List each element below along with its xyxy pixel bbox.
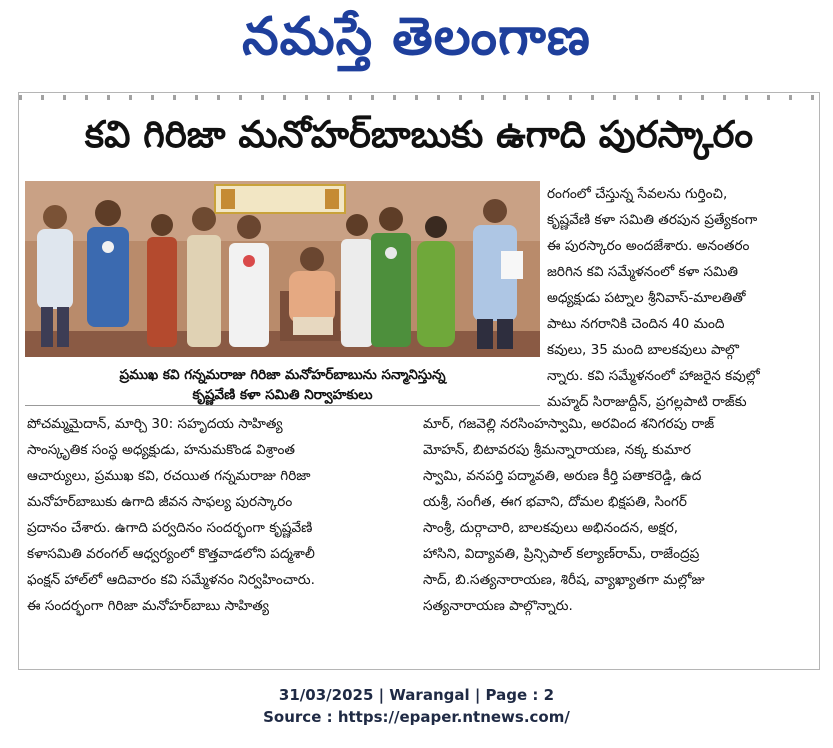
article-column-right-bottom [423,411,815,619]
caption-line: ప్రముఖ కవి గన్నమరాజు గిరిజా మనోహర్‌బాబును సన్మానిస్తున్న [119,367,446,383]
newspaper-masthead [0,0,833,78]
text-line: స్వామి, వనపర్తి పద్మావతి, అరుణ కీర్తి పతాకరెడ్డి, ఉద [423,468,702,484]
source-link[interactable]: Source : https://epaper.ntnews.com/ [263,708,570,726]
text-line: పాటు నగరానికి చెందిన 40 మంది [547,316,725,332]
article-clipping [18,92,820,670]
text-line: హాసిని, విద్యావతి, ప్రిన్సిపాల్ కల్యాణ్‌రామ్, రాజేంద్రప్ర [423,546,700,562]
text-line: సాంశ్రీ, దుర్గాచారి, బాలకవులు అభినందన, అక్షర, [423,520,679,536]
text-line: మనోహర్‌బాబుకు ఉగాది జీవన సాఫల్య పురస్కారం [27,494,293,510]
article-headline: కవి గిరిజా మనోహర్‌బాబుకు ఉగాది పురస్కారం [84,113,754,156]
text-line: కవులు, 35 మంది బాలకవులు పాల్గొ [547,342,739,358]
text-line: మోహన్, బిటావరపు శ్రీమన్నారాయణ, నక్క కుమార [423,442,691,458]
clipping-top-edge [19,95,819,100]
masthead-title: నమస్తే తెలంగాణ [242,7,591,67]
text-line: మహ్మద్ సిరాజుద్దీన్, ప్రగల్లపాటి రాజ్‌కు [547,394,747,410]
text-line: సత్యనారాయణ పాల్గొన్నారు. [423,598,573,614]
photo-caption [25,365,540,405]
text-line: సాద్, బి.సత్యనారాయణ, శిరీష, వ్యాఖ్యాతగా మల్లోజు [423,572,705,588]
text-line: అధ్యక్షుడు పట్నాల శ్రీనివాస్-మాలతితో [547,290,746,306]
text-line: ప్రదానం చేశారు. ఉగాది పర్వదినం సందర్భంగా కృష్ణవేణి [27,520,313,536]
text-line: ఈ పురస్కారం అందజేశారు. అనంతరం [547,238,750,254]
text-line: రంగంలో చేస్తున్న సేవలను గుర్తించి, [547,186,728,202]
article-column-right-top [547,181,815,415]
text-line: మార్, గజవెల్లి నరసింహస్వామి, అరవింద శనిగరపు రాజ్ [423,416,715,432]
caption-divider [25,405,540,406]
page-footer [0,684,833,728]
text-line: కృష్ణవేణి కళా సమితి తరపున ప్రత్యేకంగా [547,212,758,228]
text-line: ఆచార్యులు, ప్రముఖ కవి, రచయిత గన్నమరాజు గిరిజా [27,468,311,484]
text-line: సాంస్కృతిక సంస్థ అధ్యక్షుడు, హనుమకొండ విశ్రాంత [27,442,295,458]
text-line: ఫంక్షన్ హాల్‌లో ఆదివారం కవి సమ్మేళనం నిర్వహించారు. [27,572,315,588]
article-column-left [27,411,413,619]
edition-info: 31/03/2025 | Warangal | Page : 2 [278,686,555,704]
text-line: పోచమ్మమైదాన్, మార్చి 30: సహృదయ సాహిత్య [27,416,283,432]
text-line: న్నారు. కవి సమ్మేళనంలో హాజరైన కవుల్లో [547,368,760,384]
event-photo [25,181,540,357]
text-line: ఈ సందర్భంగా గిరిజా మనోహర్‌బాబు సాహిత్య [27,598,270,614]
caption-line: కృష్ణవేణి కళా సమితి నిర్వాహకులు [192,387,373,403]
text-line: కళాసమితి వరంగల్ ఆధ్వర్యంలో కొత్తవాడలోని పద్మశాలీ [27,546,315,562]
text-line: జరిగిన కవి సమ్మేళనంలో కళా సమితి [547,264,739,280]
text-line: యశ్రీ, సంగీత, ఈగ భవాని, దోమల భిక్షపతి, సింగర్ [423,494,687,510]
